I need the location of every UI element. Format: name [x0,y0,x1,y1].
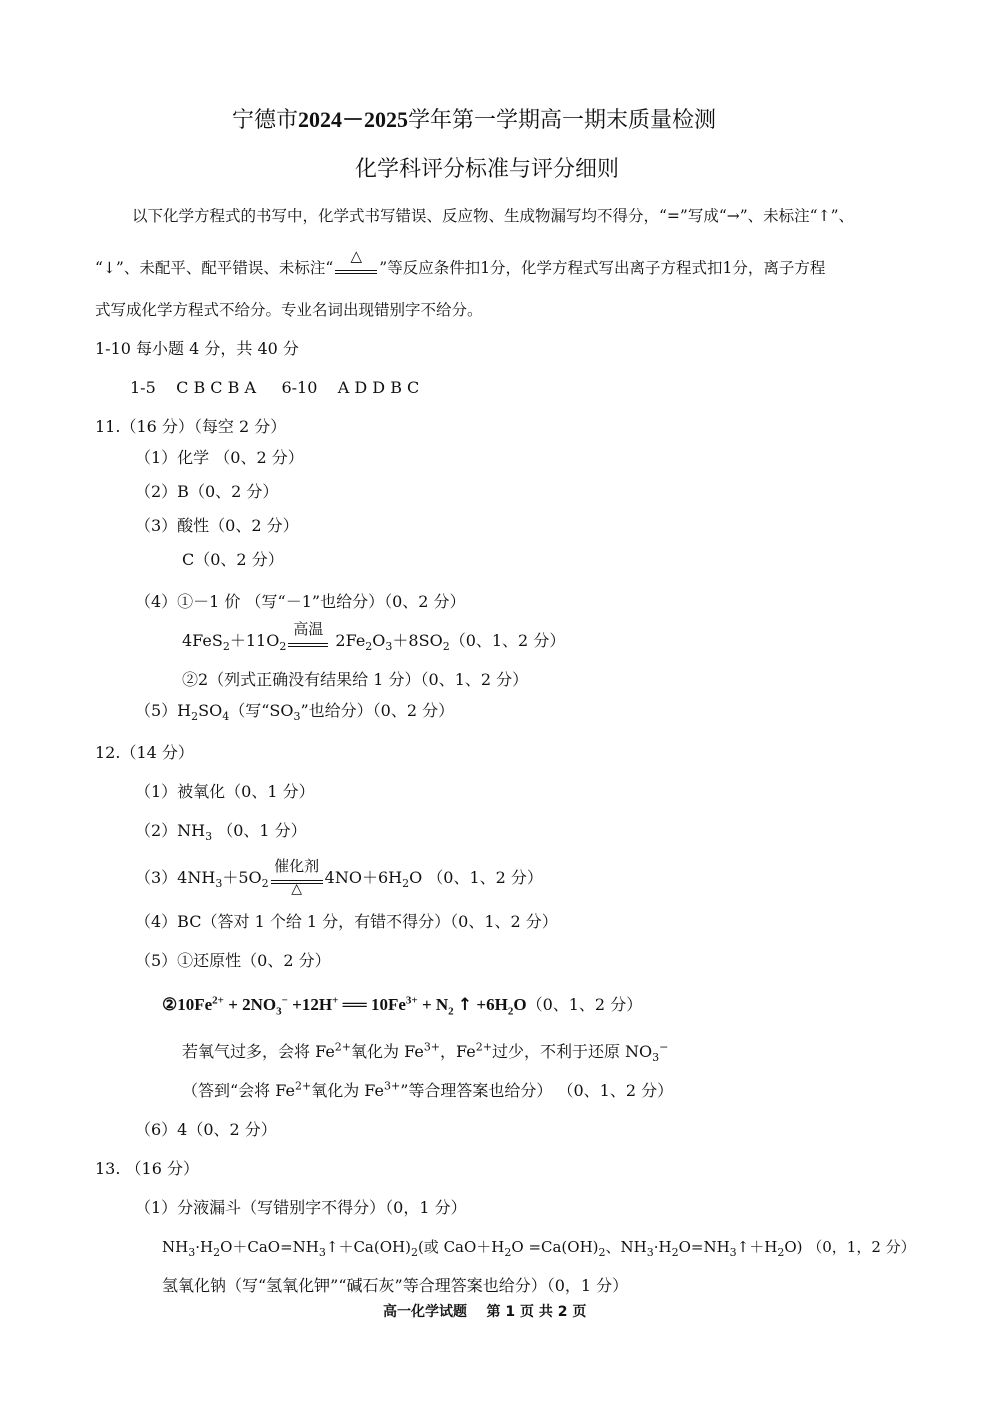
q12-answer-4: （4）BC（答对 1 个给 1 分，有错不得分）（0、1、2 分） [135,912,558,931]
q11-answer-5: $(5)H_2SO_4$（写“$SO_3$”也给分）（0、2 分） [135,701,455,724]
q13-equation: $NH_3\cdot H_2O+CaO=NH_3↑+Ca(OH)_2$(或 $CaO+H_2O =Ca(OH)_2$、$NH_3\cdot H_2O=NH_3↑+H_2O$) （0，1，2 分） [162,1238,916,1259]
q12-answer-6: （6）4（0、2 分） [135,1120,277,1139]
intro-line-2: “↓”、未配平、配平错误、未标注“ △ ”等反应条件扣1分，化学方程式写出离子方程式扣1分，离子方程 [95,247,826,277]
q11-answer-4: （4）①－1 价 （写“－1”也给分）（0、2 分） [135,592,466,611]
mc-answers: 1-5 C B C B A 6-10 A D D B C [130,378,420,397]
page-footer: 高一化学试题 第 1 页 共 2 页 [383,1304,587,1320]
heat-condition: △ [335,261,377,277]
page-title: 宁德市2024－2025学年第一学期高一期末质量检测 [232,107,717,133]
intro-line-3: 式写成化学方程式不给分。专业名词出现错别字不给分。 [95,301,483,319]
q11-answer-1: （1）化学 （0、2 分） [135,448,304,467]
q12-answer-2: $(2)NH_3$ （0、1 分） [135,821,307,844]
q12-answer-3: $(3)4NH_3+5O_2$ 催化剂 △ $4NO+6H_2O$ （0、1、2 分） [135,856,543,897]
q13-answer-1c: 氢氧化钠（写“氢氧化钾”“碱石灰”等合理答案也给分）（0，1 分） [162,1276,629,1295]
mc-heading: 1-10 每小题 4 分，共 40 分 [95,339,299,358]
q12-answer-1: （1）被氧化（0、1 分） [135,782,315,801]
q12-note-1: 若氧气过多，会将 $Fe^{2+}$氧化为 $Fe^{3+}$，$Fe^{2+}$过少，不利于还原 $NO_3^-$ [182,1040,669,1065]
intro-line-1: 以下化学方程式的书写中，化学式书写错误、反应物、生成物漏写均不得分，“=”写成“→”、未标注“↑”、 [132,207,855,225]
q12-answer-5: （5）①还原性（0、2 分） [135,951,331,970]
q11-answer-2: （2）B（0、2 分） [135,482,279,501]
q12-ionic-equation: $②10Fe^{2+} + 2NO_3^- +12H^+$ ══ $10Fe^{3+} + N_2$ ↑ $+6H_2O(0$、1、2 分） [162,994,643,1018]
q13-heading: 13. （16 分） [95,1159,199,1178]
q11-equation: $4FeS_2+11O_2$ 高温 $2Fe_2O_3+8SO_2(0$、1、2 分） [182,619,566,654]
q12-heading: 12.（14 分） [95,743,194,762]
page-subtitle: 化学科评分标准与评分细则 [355,157,620,182]
q12-note-2: （答到“会将 $Fe^{2+}$氧化为 $Fe^{3+}$”等合理答案也给分） （0、1、2 分） [182,1079,674,1100]
q13-answer-1: （1）分液漏斗（写错别字不得分）（0，1 分） [135,1198,467,1217]
q11-heading: 11.（16 分）（每空 2 分） [95,417,287,436]
q11-answer-3b: C（0、2 分） [182,550,284,569]
q11-answer-3: （3）酸性（0、2 分） [135,516,299,535]
q11-answer-4b: ②2（列式正确没有结果给 1 分）（0、1、2 分） [182,670,529,689]
